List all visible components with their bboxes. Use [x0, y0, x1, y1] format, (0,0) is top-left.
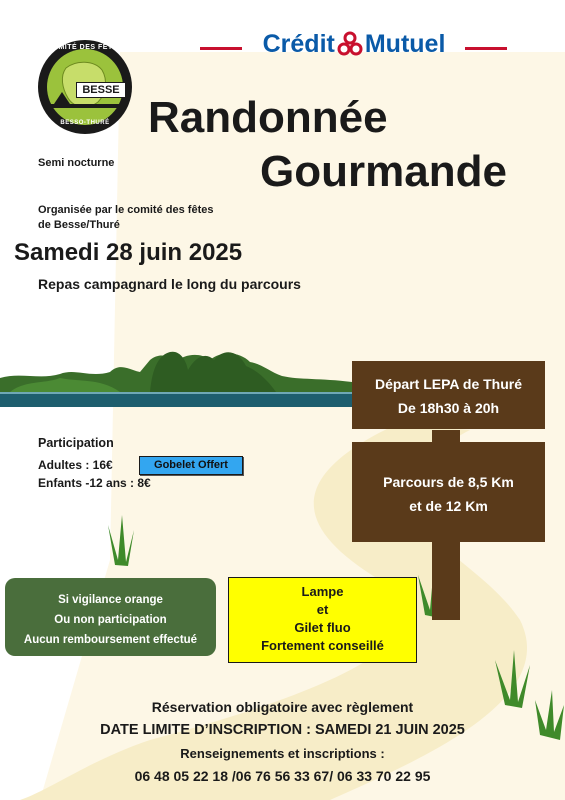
safety-notice-line4: Fortement conseillé: [261, 638, 384, 653]
committee-logo-name: BESSE: [76, 82, 126, 98]
organizer-line2: de Besse/Thuré: [38, 219, 120, 231]
meal-info: Repas campagnard le long du parcours: [38, 276, 301, 292]
refund-notice: [5, 578, 216, 656]
footer-phones: 06 48 05 22 18 /06 76 56 33 67/ 06 33 70 22 95: [134, 768, 431, 784]
footer-info: Renseignements et inscriptions :: [180, 746, 385, 761]
refund-notice-line1: Si vigilance orange: [58, 594, 163, 606]
safety-notice-line3: Gilet fluo: [294, 620, 351, 635]
title-line2: Gourmande: [260, 147, 507, 196]
title-line1: Randonnée: [148, 93, 388, 142]
sponsor-credit-mutuel: [245, 28, 463, 60]
sign-top-text: [352, 372, 545, 420]
sponsor-name-right: Mutuel: [364, 29, 446, 58]
committee-logo-bottom-text: BESSO-THURÉ: [60, 120, 110, 126]
footer-deadline: DATE LIMITE D’INSCRIPTION : SAMEDI 21 JUIN 2025: [100, 722, 465, 738]
participation-children: Enfants -12 ans : 8€: [38, 476, 151, 490]
refund-notice-line3: Aucun remboursement effectué: [23, 634, 198, 646]
participation-heading: Participation: [38, 436, 114, 450]
credit-mutuel-logo-icon: [337, 31, 363, 57]
sign-bottom-text: [352, 470, 545, 518]
footer-reservation: Réservation obligatoire avec règlement: [151, 699, 414, 715]
sponsor-name-left: Crédit: [262, 29, 335, 58]
participation-adults: Adultes : 16€: [38, 458, 113, 472]
safety-notice-line2: et: [316, 602, 329, 617]
committee-logo: [36, 38, 134, 136]
sign-bottom-line1: Parcours de 8,5 Km: [383, 474, 514, 490]
safety-notice: [228, 577, 417, 663]
sign-bottom-line2: et de 12 Km: [409, 498, 488, 514]
sponsor-line-left: [200, 47, 242, 50]
gobelet-offert-badge: Gobelet Offert: [139, 456, 243, 475]
committee-logo-top-text: COMITÉ DES FÊTES: [46, 44, 124, 51]
organizer-line1: Organisée par le comité des fêtes: [38, 204, 214, 216]
refund-notice-line2: Ou non participation: [54, 614, 167, 626]
sponsor-line-right: [465, 47, 507, 50]
event-date: Samedi 28 juin 2025: [14, 239, 243, 266]
sign-top-line2: De 18h30 à 20h: [397, 400, 500, 416]
sign-top-line1: Départ LEPA de Thuré: [374, 376, 523, 392]
safety-notice-line1: Lampe: [301, 584, 344, 599]
subtitle: Semi nocturne: [38, 157, 115, 169]
